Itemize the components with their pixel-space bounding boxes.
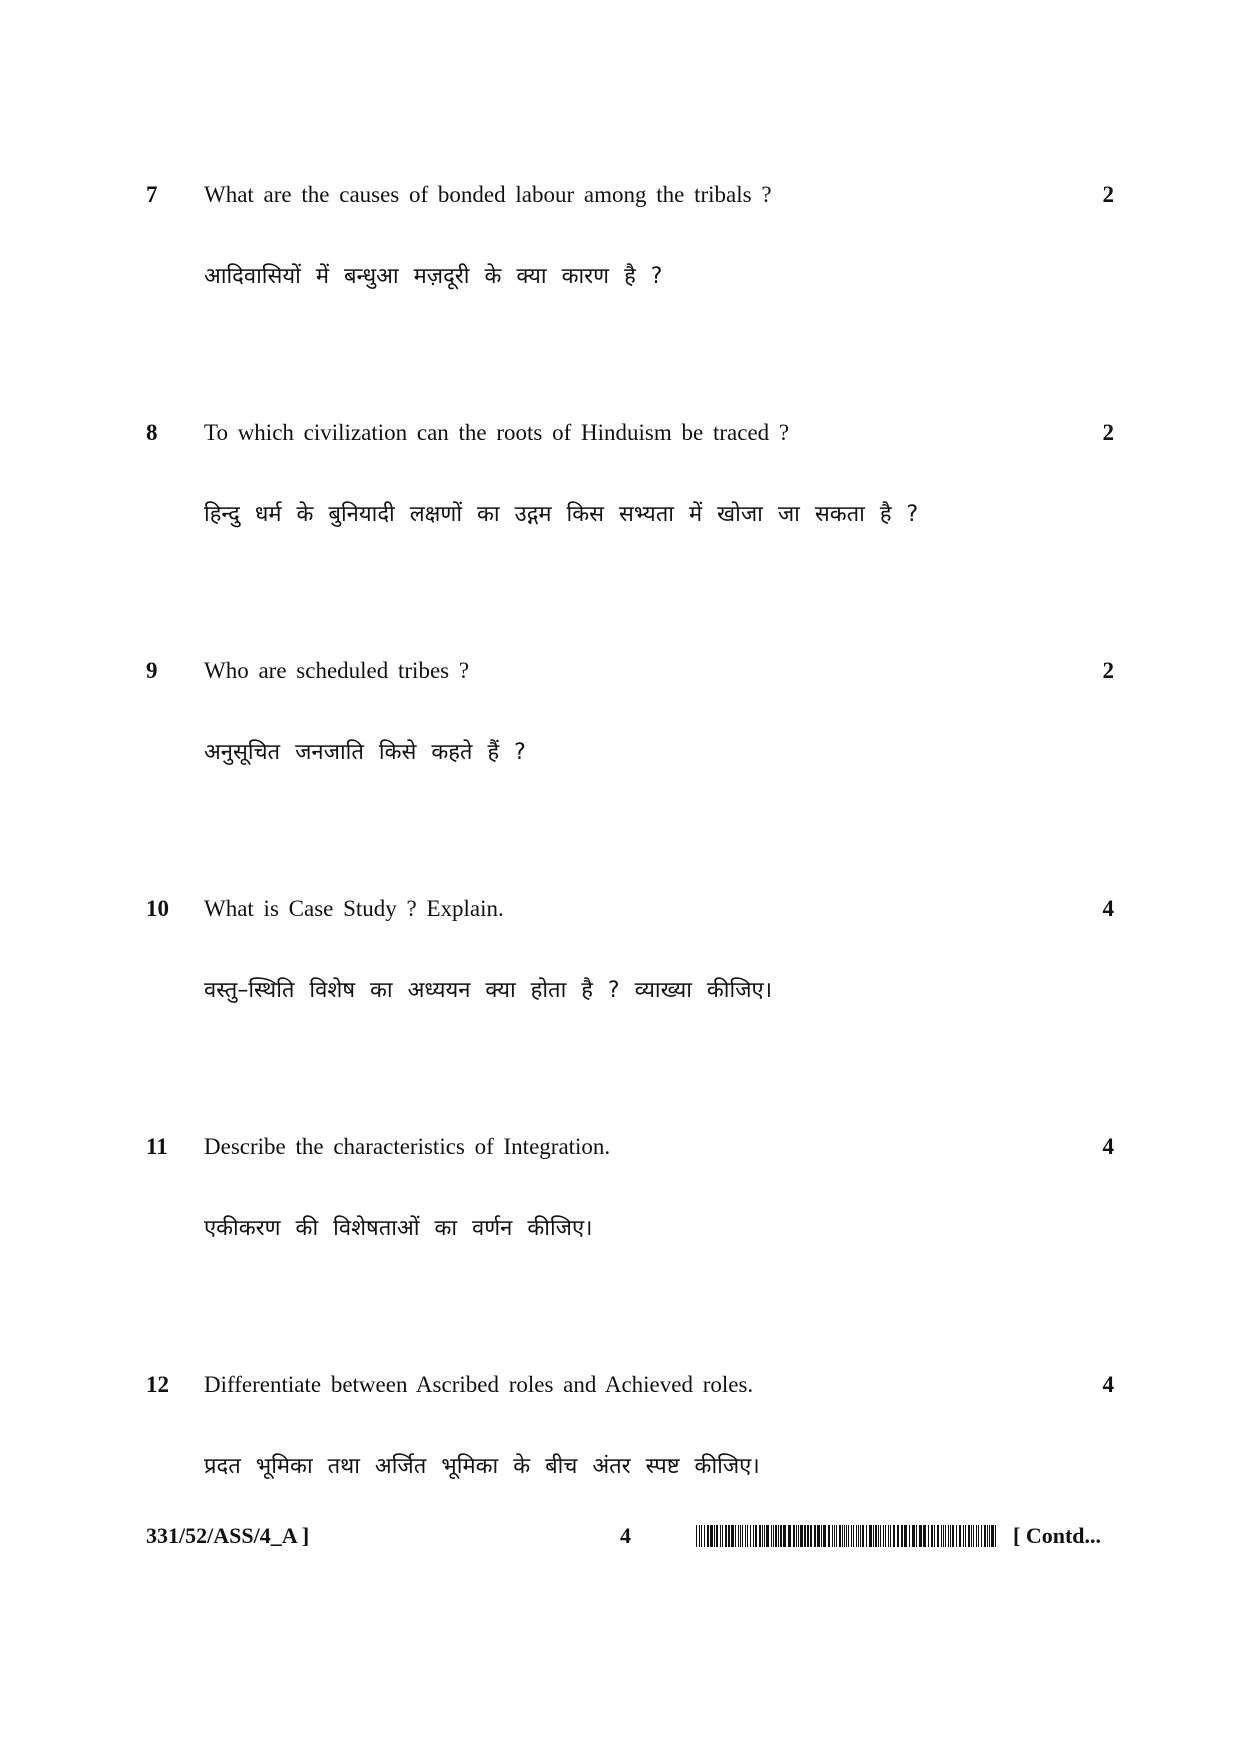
page-footer xyxy=(0,1523,1241,1553)
question-text-hindi: हिन्दु धर्म के बुनियादी लक्षणों का उद्गम किस सभ्यता में खोजा जा सकता है ? xyxy=(204,502,919,527)
barcode-icon xyxy=(696,1525,998,1547)
question-text-english: Differentiate between Ascribed roles and Achieved roles. xyxy=(204,1372,754,1397)
paper-code: 331/52/ASS/4_A ] xyxy=(146,1523,310,1548)
question-text-english: Who are scheduled tribes ? xyxy=(204,658,470,683)
question-text-english: To which civilization can the roots of Hinduism be traced ? xyxy=(204,420,790,445)
question-text-hindi: वस्तु–स्थिति विशेष का अध्ययन क्या होता है ? व्याख्या कीजिए। xyxy=(204,978,773,1003)
question-number: 10 xyxy=(146,896,169,921)
question-number: 9 xyxy=(146,658,158,683)
question-text-english: Describe the characteristics of Integration. xyxy=(204,1134,611,1159)
question-number: 11 xyxy=(146,1134,168,1159)
question-marks: 2 xyxy=(1102,420,1114,445)
question-text-hindi: अनुसूचित जनजाति किसे कहते हैं ? xyxy=(204,740,526,765)
question-text-english: What is Case Study ? Explain. xyxy=(204,896,504,921)
question-marks: 4 xyxy=(1102,896,1114,921)
page-number: 4 xyxy=(620,1523,631,1548)
question-text-hindi: एकीकरण की विशेषताओं का वर्णन कीजिए। xyxy=(204,1216,593,1241)
question-text-english: What are the causes of bonded labour among the tribals ? xyxy=(204,182,772,207)
question-marks: 2 xyxy=(1102,658,1114,683)
continued-label: [ Contd... xyxy=(1013,1523,1102,1548)
question-marks: 4 xyxy=(1102,1134,1114,1159)
question-number: 8 xyxy=(146,420,158,445)
question-text-hindi: आदिवासियों में बन्धुआ मज़दूरी के क्या कारण है ? xyxy=(204,264,663,289)
question-number: 7 xyxy=(146,182,158,207)
question-marks: 2 xyxy=(1102,182,1114,207)
question-text-hindi: प्रदत भूमिका तथा अर्जित भूमिका के बीच अंतर स्पष्ट कीजिए। xyxy=(204,1454,760,1479)
question-number: 12 xyxy=(146,1372,169,1397)
question-marks: 4 xyxy=(1102,1372,1114,1397)
